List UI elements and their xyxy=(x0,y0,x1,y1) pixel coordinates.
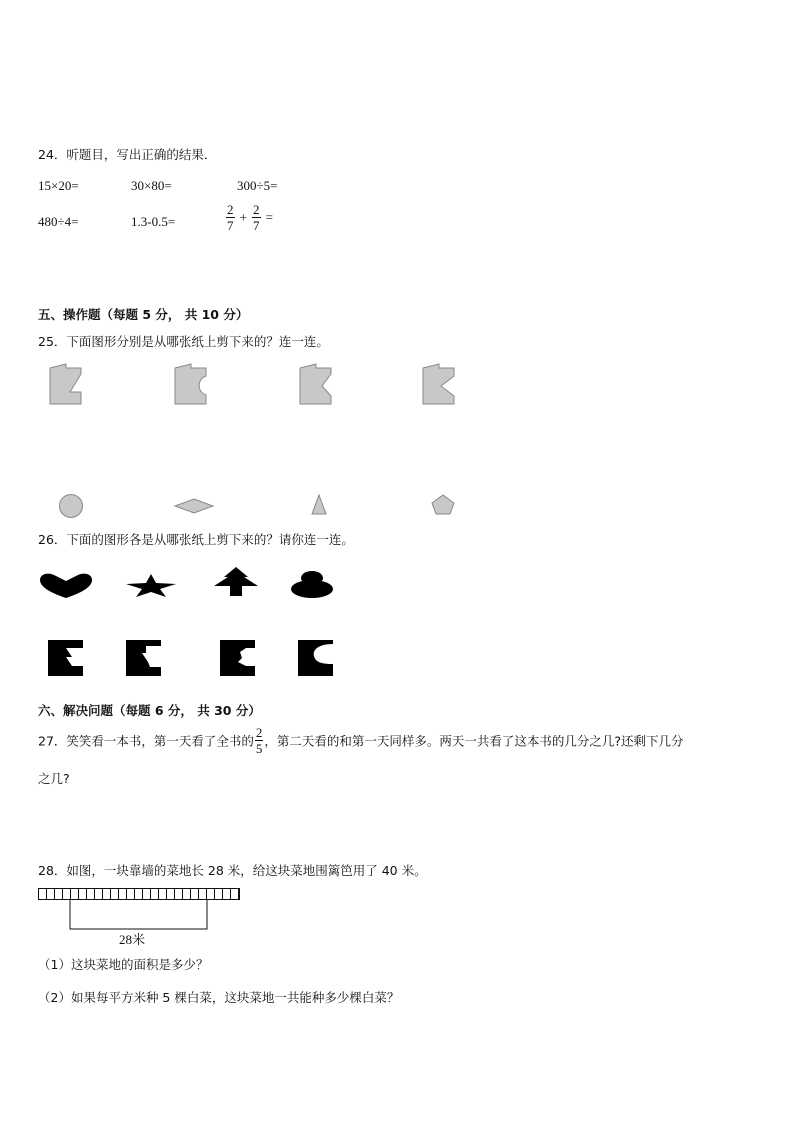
q26-title: 26．下面的图形各是从哪张纸上剪下来的？请你连一连。 xyxy=(38,532,354,547)
rhombus-shape xyxy=(173,497,215,515)
folded-paper-2 xyxy=(173,362,209,406)
triangle-shape xyxy=(308,493,330,517)
q27-line-1 xyxy=(38,725,684,756)
q24-calc-5: 1.3-0.5= xyxy=(131,214,176,229)
q24-calc-1: 15×20= xyxy=(38,178,79,193)
q24-calc-2: 30×80= xyxy=(131,178,172,193)
q28-sub-question-1: （1）这块菜地的面积是多少？ xyxy=(38,957,209,972)
cut-paper-1 xyxy=(46,638,86,678)
cut-paper-2 xyxy=(124,638,164,678)
q27-line-2: 之几? xyxy=(38,771,70,786)
q25-title: 25．下面图形分别是从哪张纸上剪下来的？连一连。 xyxy=(38,334,329,349)
fraction-b-numerator: 2 xyxy=(253,202,260,217)
q24-title: 24．听题目，写出正确的结果． xyxy=(38,147,217,162)
mushroom-shape xyxy=(290,570,336,600)
tree-shape xyxy=(208,566,264,598)
garden-length-label: 28米 xyxy=(119,932,146,947)
equals-sign: = xyxy=(265,209,273,225)
q24-calc-4: 480÷4= xyxy=(38,214,79,229)
folded-paper-1 xyxy=(48,362,84,406)
q27-text-part2: ，第二天看的和第一天同样多。两天一共看了这本书的几分之几?还剩下几分 xyxy=(264,733,684,749)
fraction-a-denominator: 7 xyxy=(227,218,234,233)
fraction-b-denominator: 7 xyxy=(253,218,260,233)
heart-shape xyxy=(38,572,94,600)
star-shape xyxy=(124,572,178,598)
circle-shape xyxy=(58,493,86,519)
q27-text-part1: 27．笑笑看一本书，第一天看了全书的 xyxy=(38,733,254,749)
q24-calc-3: 300÷5= xyxy=(237,178,278,193)
plus-sign: + xyxy=(239,209,247,225)
section5-title: 五、操作题（每题 5 分， 共 10 分） xyxy=(38,307,249,322)
garden-diagram xyxy=(38,888,242,932)
folded-paper-3 xyxy=(298,362,334,406)
cut-paper-4 xyxy=(296,638,336,678)
fraction-a-numerator: 2 xyxy=(227,202,234,217)
q28-title: 28．如图，一块靠墙的菜地长 28 米，给这块菜地围篱笆用了 40 米。 xyxy=(38,863,427,878)
q27-fraction-numerator: 2 xyxy=(255,725,263,740)
q27-fraction-denominator: 5 xyxy=(255,741,263,756)
q24-fraction-expression xyxy=(226,202,273,233)
folded-paper-4 xyxy=(421,362,457,406)
section6-title: 六、解决问题（每题 6 分， 共 30 分） xyxy=(38,703,261,718)
pentagon-shape xyxy=(429,493,457,517)
cut-paper-3 xyxy=(218,638,258,678)
q28-sub-question-2: （2）如果每平方米种 5 棵白菜，这块菜地一共能种多少棵白菜？ xyxy=(38,990,400,1005)
